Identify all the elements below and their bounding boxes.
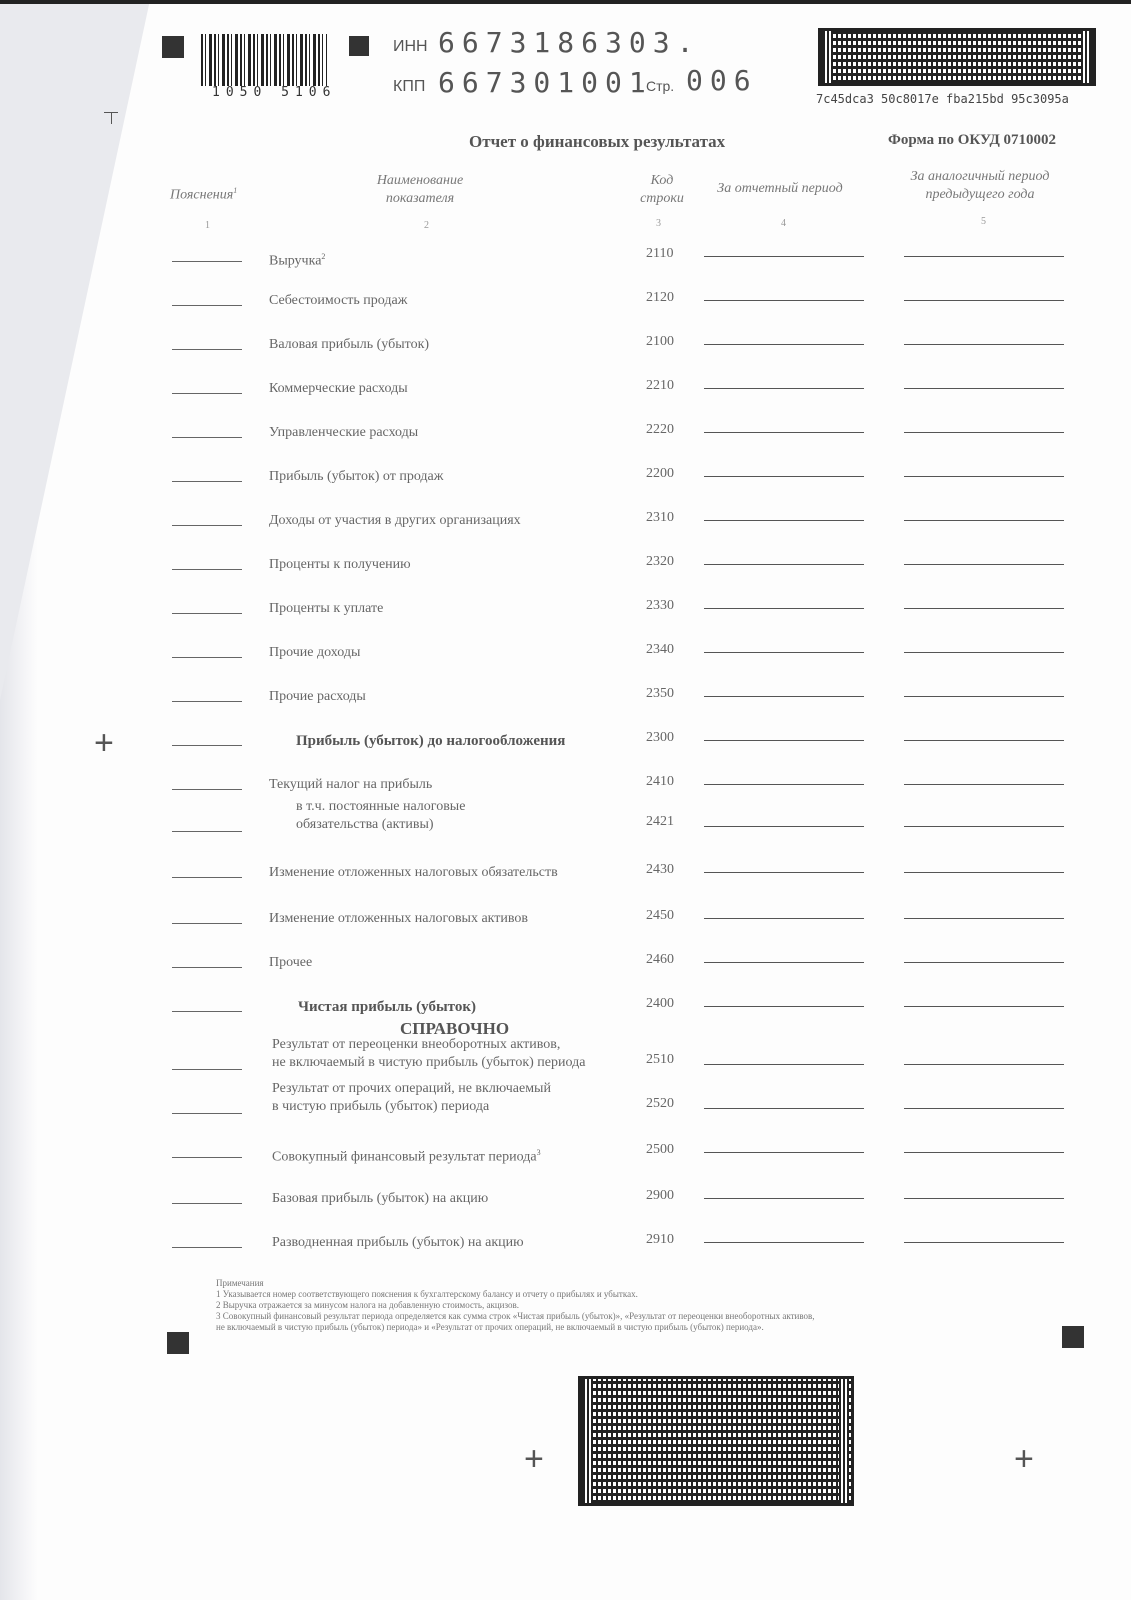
row-code: 2200 (646, 466, 674, 481)
reporting-period-value-field (704, 962, 864, 963)
barcode-number: 1050 5106 (212, 85, 337, 100)
row-label-text-line2: в чистую прибыль (убыток) периода (272, 1099, 490, 1114)
table-row (0, 324, 1131, 368)
table-row (0, 1178, 1131, 1222)
row-label-text: Проценты к получению (269, 557, 411, 572)
reporting-period-value-field (704, 1108, 864, 1109)
previous-period-value-field (904, 300, 1064, 301)
notes-cell-dash (172, 481, 242, 482)
column-header-previous-line1: За аналогичный период (910, 169, 1050, 184)
previous-period-value-field (904, 608, 1064, 609)
table-row (0, 799, 1131, 850)
section-reference: СПРАВОЧНО (400, 1019, 510, 1038)
reporting-period-value-field (704, 784, 864, 785)
reporting-period-value-field (704, 300, 864, 301)
notes-cell-dash (172, 393, 242, 394)
reporting-period-value-field (704, 918, 864, 919)
row-label-text: Прочие расходы (269, 689, 366, 704)
table-row (0, 500, 1131, 544)
reporting-period-value-field (704, 826, 864, 827)
previous-period-value-field (904, 1108, 1064, 1109)
row-label (272, 1036, 585, 1072)
notes-cell-dash (172, 1157, 242, 1158)
row-label (269, 776, 432, 794)
reporting-period-value-field (704, 564, 864, 565)
table-row (0, 852, 1131, 896)
column-header-code-line1: Код (650, 173, 674, 188)
row-label (296, 732, 565, 750)
row-label-text: Чистая прибыль (убыток) (298, 999, 476, 1015)
row-label (272, 1144, 541, 1167)
previous-period-value-field (904, 696, 1064, 697)
notes-cell-dash (172, 525, 242, 526)
row-label-text: Совокупный финансовый результат периода (272, 1149, 537, 1165)
row-footnote-ref: 2 (321, 252, 326, 261)
column-header-reporting-period: За отчетный период (717, 181, 843, 196)
footnote-3: 3 Совокупный финансовый результат периода определяется как сумма строк «Чистая прибыль (убыток)», «Результат от переоценки внеоборотных активов, (216, 1311, 815, 1321)
row-label-text: Результат от прочих операций, не включаемый (272, 1081, 551, 1096)
registration-cross-bottom-left: + (524, 1440, 544, 1478)
table-row (0, 1037, 1131, 1088)
reporting-period-value-field (704, 696, 864, 697)
column-header-indicator (340, 172, 500, 208)
row-label (269, 248, 325, 271)
notes-cell-dash (172, 1069, 242, 1070)
corner-marker-bottom-left (167, 1332, 189, 1354)
reporting-period-value-field (704, 1198, 864, 1199)
previous-period-value-field (904, 826, 1064, 827)
row-label-text: Прибыль (убыток) до налогообложения (296, 733, 566, 749)
previous-period-value-field (904, 918, 1064, 919)
table-row (0, 456, 1131, 500)
row-label (296, 798, 465, 834)
row-code: 2400 (646, 996, 674, 1011)
row-label-text: Изменение отложенных налоговых обязательств (269, 865, 558, 880)
previous-period-value-field (904, 1064, 1064, 1065)
column-header-notes (170, 182, 260, 205)
row-code: 2110 (646, 246, 674, 261)
table-row (0, 942, 1131, 986)
previous-period-value-field (904, 652, 1064, 653)
previous-period-value-field (904, 1242, 1064, 1243)
reporting-period-value-field (704, 1242, 864, 1243)
column-header-previous-period (890, 168, 1070, 204)
row-label (269, 556, 411, 574)
previous-period-value-field (904, 564, 1064, 565)
row-label (272, 1190, 488, 1208)
2d-barcode-top (818, 28, 1096, 86)
table-row (0, 412, 1131, 456)
row-label-text: Валовая прибыль (убыток) (269, 337, 430, 352)
previous-period-value-field (904, 476, 1064, 477)
column-header-indicator-line2: показателя (385, 191, 455, 206)
row-label-text: Разводненная прибыль (убыток) на акцию (272, 1235, 524, 1250)
notes-cell-dash (172, 877, 242, 878)
table-row (0, 280, 1131, 324)
column-header-code-line2: строки (640, 191, 684, 206)
row-code: 2310 (646, 510, 674, 525)
row-label (269, 336, 429, 354)
previous-period-value-field (904, 1198, 1064, 1199)
table-row (0, 1222, 1131, 1266)
inn-value: 6673186303. (438, 26, 701, 59)
row-label (269, 910, 528, 928)
page-label: Стр. (646, 78, 675, 94)
reporting-period-value-field (704, 388, 864, 389)
row-label-text: Себестоимость продаж (269, 293, 408, 308)
notes-cell-dash (172, 349, 242, 350)
column-header-previous-line2: предыдущего года (925, 187, 1035, 202)
table-row (0, 1132, 1131, 1176)
previous-period-value-field (904, 872, 1064, 873)
corner-marker-bottom-right (1062, 1326, 1084, 1348)
row-label-text-line2: обязательства (активы) (296, 817, 434, 832)
registration-cross-left: + (94, 724, 114, 762)
reporting-period-value-field (704, 1064, 864, 1065)
reporting-period-value-field (704, 520, 864, 521)
row-label (269, 292, 407, 310)
notes-cell-dash (172, 1011, 242, 1012)
row-code: 2340 (646, 642, 674, 657)
previous-period-value-field (904, 520, 1064, 521)
row-code: 2410 (646, 774, 674, 789)
reporting-period-value-field (704, 608, 864, 609)
reporting-period-value-field (704, 740, 864, 741)
registration-cross-bottom-right: + (1014, 1440, 1034, 1478)
notes-cell-dash (172, 613, 242, 614)
row-label-text: в т.ч. постоянные налоговые (296, 799, 466, 814)
table-row (0, 368, 1131, 412)
table-row (0, 236, 1131, 280)
row-label (269, 512, 521, 530)
column-header-notes-text: Пояснения (170, 187, 234, 203)
report-title: Отчет о финансовых результатах (469, 132, 726, 151)
notes-cell-dash (172, 657, 242, 658)
row-code: 2220 (646, 422, 674, 437)
table-row (0, 544, 1131, 588)
row-label (272, 1234, 524, 1252)
notes-cell-dash (172, 1247, 242, 1248)
row-label-text: Результат от переоценки внеоборотных активов, (272, 1037, 561, 1052)
column-number-1: 1 (205, 220, 210, 231)
table-row (0, 1081, 1131, 1132)
footnote-3-continued: не включаемый в чистую прибыль (убыток) периода» и «Результат от прочих операций, не включаемый в чистую прибыль (убыток) периода». (216, 1322, 764, 1332)
row-label (298, 998, 476, 1016)
previous-period-value-field (904, 432, 1064, 433)
notes-cell-dash (172, 437, 242, 438)
footnotes-heading: Примечания (216, 1278, 264, 1288)
row-label (269, 380, 408, 398)
previous-period-value-field (904, 740, 1064, 741)
row-code: 2100 (646, 334, 674, 349)
row-code: 2500 (646, 1142, 674, 1157)
row-code: 2450 (646, 908, 674, 923)
linear-barcode (201, 34, 327, 86)
table-row (0, 986, 1131, 1030)
previous-period-value-field (904, 962, 1064, 963)
notes-cell-dash (172, 261, 242, 262)
notes-cell-dash (172, 701, 242, 702)
previous-period-value-field (904, 1006, 1064, 1007)
table-row (0, 764, 1131, 808)
table-row (0, 720, 1131, 764)
row-footnote-ref: 3 (536, 1148, 541, 1157)
page-number: 006 (686, 64, 758, 97)
kpp-value: 667301001 (438, 66, 653, 99)
row-label (269, 468, 443, 486)
reporting-period-value-field (704, 256, 864, 257)
notes-cell-dash (172, 1203, 242, 1204)
reporting-period-value-field (704, 652, 864, 653)
row-code: 2350 (646, 686, 674, 701)
row-label-text: Базовая прибыль (убыток) на акцию (272, 1191, 489, 1206)
row-label (269, 954, 312, 972)
notes-cell-dash (172, 967, 242, 968)
column-number-3: 3 (656, 218, 661, 229)
inn-label: ИНН (393, 38, 428, 55)
reporting-period-value-field (704, 1152, 864, 1153)
row-label-text: Коммерческие расходы (269, 381, 408, 396)
row-label-text: Изменение отложенных налоговых активов (269, 911, 529, 926)
column-number-2: 2 (424, 220, 429, 231)
row-label-text: Текущий налог на прибыль (269, 777, 433, 792)
column-header-code (632, 172, 692, 208)
row-code: 2520 (646, 1096, 674, 1111)
row-code: 2120 (646, 290, 674, 305)
document-hash: 7c45dca3 50c8017e fba215bd 95c3095a (816, 92, 1069, 106)
row-code: 2510 (646, 1052, 674, 1067)
previous-period-value-field (904, 1152, 1064, 1153)
notes-cell-dash (172, 923, 242, 924)
notes-cell-dash (172, 305, 242, 306)
column-number-5: 5 (981, 216, 986, 227)
row-label (269, 864, 558, 882)
row-code: 2320 (646, 554, 674, 569)
notes-cell-dash (172, 831, 242, 832)
previous-period-value-field (904, 344, 1064, 345)
previous-period-value-field (904, 388, 1064, 389)
table-row (0, 632, 1131, 676)
row-label-text-line2: не включаемый в чистую прибыль (убыток) периода (272, 1055, 586, 1070)
previous-period-value-field (904, 256, 1064, 257)
reporting-period-value-field (704, 872, 864, 873)
row-code: 2300 (646, 730, 674, 745)
table-row (0, 588, 1131, 632)
corner-marker-top-left (162, 36, 184, 58)
footnotes (216, 1278, 996, 1333)
row-code: 2900 (646, 1188, 674, 1203)
footnote-2: 2 Выручка отражается за минусом налога на добавленную стоимость, акцизов. (216, 1300, 519, 1310)
notes-cell-dash (172, 1113, 242, 1114)
row-label (269, 688, 366, 706)
reporting-period-value-field (704, 432, 864, 433)
row-label-text: Управленческие расходы (269, 425, 419, 440)
2d-barcode-bottom (578, 1376, 854, 1506)
row-code: 2910 (646, 1232, 674, 1247)
okud-form-code: Форма по ОКУД 0710002 (888, 132, 1057, 148)
notes-cell-dash (172, 789, 242, 790)
row-label-text: Прибыль (убыток) от продаж (269, 469, 444, 484)
row-label-text: Прочее (269, 955, 313, 970)
footnote-1: 1 Указывается номер соответствующего пояснения к бухгалтерскому балансу и отчету о прибылях и убытках. (216, 1289, 638, 1299)
row-code: 2330 (646, 598, 674, 613)
row-code: 2210 (646, 378, 674, 393)
reporting-period-value-field (704, 1006, 864, 1007)
notes-cell-dash (172, 745, 242, 746)
row-label (269, 644, 360, 662)
row-label-text: Проценты к уплате (269, 601, 384, 616)
table-row (0, 676, 1131, 720)
row-label (269, 424, 418, 442)
row-label-text: Прочие доходы (269, 645, 361, 660)
row-code: 2460 (646, 952, 674, 967)
table-row (0, 898, 1131, 942)
row-code: 2421 (646, 814, 674, 829)
column-header-indicator-line1: Наименование (376, 173, 464, 188)
row-label-text: Доходы от участия в других организациях (269, 513, 521, 528)
row-label (269, 600, 383, 618)
column-header-notes-sup: 1 (233, 186, 238, 195)
scan-top-border (0, 0, 1131, 4)
previous-period-value-field (904, 784, 1064, 785)
kpp-label: КПП (393, 78, 426, 95)
corner-marker-square (349, 36, 369, 56)
row-label (272, 1080, 551, 1116)
row-code: 2430 (646, 862, 674, 877)
crop-mark-vertical (111, 112, 112, 124)
reporting-period-value-field (704, 476, 864, 477)
row-label-text: Выручка (269, 253, 322, 269)
column-number-4: 4 (781, 218, 786, 229)
reporting-period-value-field (704, 344, 864, 345)
notes-cell-dash (172, 569, 242, 570)
